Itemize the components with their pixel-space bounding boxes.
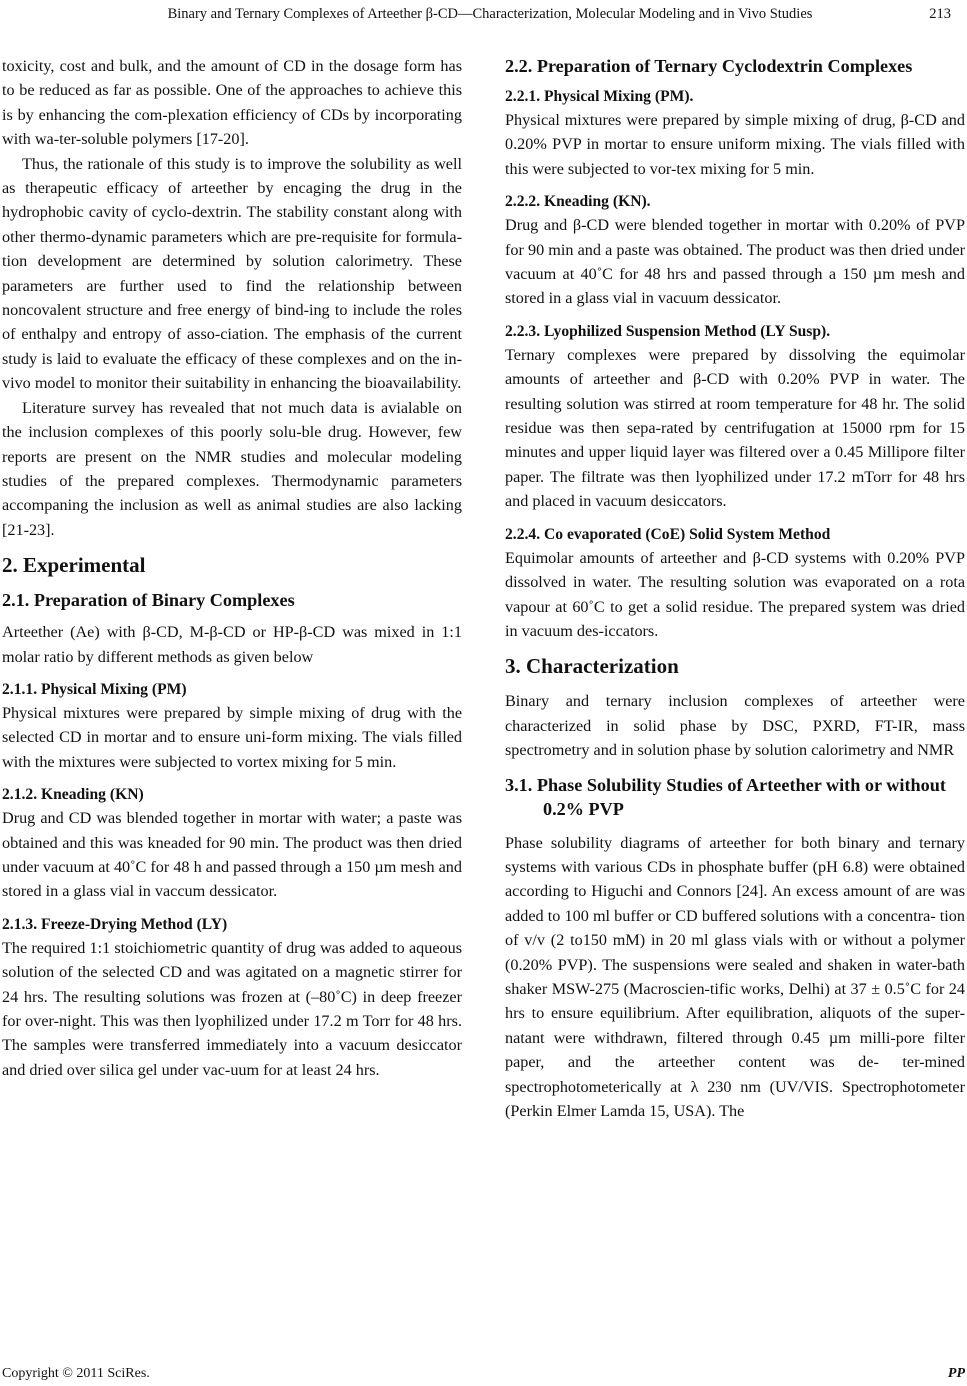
paragraph-binary-physical-mixing: Physical mixtures were prepared by simple mixing of drug with the selected CD in mortar and to ensure uni-form mixing. The vials filled with the mixtures were subjected to vortex mixing for 5 min. xyxy=(2,703,462,771)
paragraph-literature: Literature survey has revealed that not much data is avialable on the inclusion complexes of this poorly solu-ble drug. However, few reports are present on the NMR studies and molecular modeling studies of the prepared complexes. Thermodynamic parameters accompaning the inclusion as well as animal studies are also lacking [21-23]. xyxy=(2,398,462,539)
paragraph-binary: Arteether (Ae) with β-CD, M-β-CD or HP-β-CD was mixed in 1:1 molar ratio by different methods as given below xyxy=(2,623,462,666)
heading-freeze-drying: 2.1.3. Freeze-Drying Method (LY) xyxy=(2,915,228,933)
paragraph-characterization: Binary and ternary inclusion complexes of arteether were characterized in solid phase by DSC, PXRD, FT-IR, mass spectrometry and in solution phase by solution calorimetry and NMR xyxy=(505,692,965,760)
paragraph-ternary-kneading: Drug and β-CD were blended together in mortar with 0.20% of PVP for 90 min and a paste was obtained. The product was then dried under vacuum at 40˚C for 48 hrs and passed through a 150 µm mesh and stored in a glass vial in vacuum dessicator. xyxy=(505,216,965,308)
running-header xyxy=(0,0,967,30)
left-column xyxy=(2,54,462,1082)
heading-binary-physical-mixing: 2.1.1. Physical Mixing (PM) xyxy=(2,680,187,698)
subsection-heading-phase-solubility: 3.1. Phase Solubility Studies of Arteether with or without 0.2% PVP xyxy=(505,774,946,819)
section-heading-experimental: 2. Experimental xyxy=(2,553,146,578)
copyright-footer: Copyright © 2011 SciRes. xyxy=(2,1366,150,1381)
paragraph-lyophilized-suspension: Ternary complexes were prepared by dissolving the equimolar amounts of arteether and β-CD with 0.20% PVP in water. The resulting solution was stirred at room temperature for 48 hr. The solid residue was then sepa-rated by centrifugation at 15000 rpm for 15 minutes and upper liquid layer was filtered over a 0.45 Millipore filter paper. The filtrate was then lyophilized under 17.2 mTorr for 48 hrs and placed in vacuum desiccators. xyxy=(505,345,965,511)
running-title: Binary and Ternary Complexes of Arteether β-CD—Characterization, Molecular Modeling and in Vivo Studies xyxy=(167,6,813,22)
subsection-heading-ternary: 2.2. Preparation of Ternary Cyclodextrin Complexes xyxy=(505,56,913,76)
heading-lyophilized-suspension: 2.2.3. Lyophilized Suspension Method (LY Susp). xyxy=(505,322,831,340)
right-column xyxy=(505,54,965,1123)
journal-abbrev: PP xyxy=(947,1366,965,1381)
paragraph-intro-continued: toxicity, cost and bulk, and the amount of CD in the dosage form has to be reduced as far as possible. One of the approaches to achieve this is by enhancing the com-plexation efficiency of CDs by incorporating with wa-ter-soluble polymers [17-20]. xyxy=(2,57,462,149)
heading-co-evaporated: 2.2.4. Co evaporated (CoE) Solid System Method xyxy=(505,525,831,543)
paragraph-binary-kneading: Drug and CD was blended together in mortar with water; a paste was obtained and this was kneaded for 90 min. The product was then dried under vacuum at 40˚C for 48 h and passed through a 150 µm mesh and stored in a glass vial in vaccum dessicator. xyxy=(2,809,462,901)
paragraph-freeze-drying: The required 1:1 stoichiometric quantity of drug was added to aqueous solution of the selected CD and was agitated on a magnetic stirrer for 24 hrs. The resulting solutions was frozen at (–80˚C) in deep freezer for over-night. This was then lyophilized under 17.2 m Torr for 48 hrs. The samples were transferred immediately into a vacuum desiccator and dried over silica gel under vac-uum for at least 24 hrs. xyxy=(2,938,462,1079)
heading-ternary-kneading: 2.2.2. Kneading (KN). xyxy=(505,193,651,211)
subsection-heading-binary: 2.1. Preparation of Binary Complexes xyxy=(2,590,295,611)
section-heading-characterization: 3. Characterization xyxy=(505,654,679,679)
paragraph-phase-solubility: Phase solubility diagrams of arteether for both binary and ternary systems with various CDs in phosphate buffer (pH 6.8) were obtained according to Higuchi and Connors [24]. An excess amount of are was added to 100 ml buffer or CD buffered solutions with a concentra- tion of v/v (2 to150 mM) in 20 ml glass vials with or without a polymer (0.20% PVP). The suspensions were sealed and shaken in water-bath shaker MSW-275 (Macroscien-tific works, Delhi) at 37 ± 0.5˚C for 24 hrs to ensure equilibrium. After equilibration, aliquots of the super-natant were withdrawn, filtered through 0.45 µm milli-pore filter paper, and the arteether content was de- ter-mined spectrophotometerically at λ 230 nm (UV/VIS. Spectrophotometer (Perkin Elmer Lamda 15, USA). The xyxy=(505,833,965,1120)
heading-binary-kneading: 2.1.2. Kneading (KN) xyxy=(2,786,144,804)
paragraph-co-evaporated: Equimolar amounts of arteether and β-CD systems with 0.20% PVP dissolved in water. The resulting solution was evaporated on a rota vapour at 60˚C to get a solid residue. The prepared system was dried in vacuum des-iccators. xyxy=(505,548,965,640)
page-number: 213 xyxy=(929,6,951,22)
heading-ternary-physical-mixing: 2.2.1. Physical Mixing (PM). xyxy=(505,88,694,105)
paragraph-ternary-physical-mixing: Physical mixtures were prepared by simple mixing of drug, β-CD and 0.20% PVP in mortar to ensure uniform mixing. The vials filled with this were subjected to vor-tex mixing for 5 min. xyxy=(505,111,965,178)
paragraph-rationale: Thus, the rationale of this study is to improve the solubility as well as therapeutic efficacy of arteether by encaging the drug in the hydrophobic cavity of cyclo-dextrin. The stability constant along with other thermo-dynamic parameters which are pre-requisite for formula-tion development are determined by solution calorimetry. These parameters are further used to find the relationship between noncovalent structure and free energy of bind-ing to include the roles of enthalpy and entropy of asso-ciation. The emphasis of the current study is laid to evaluate the efficacy of these complexes and on the in-vivo model to monitor their suitability in enhancing the bioavailability. xyxy=(2,154,462,393)
